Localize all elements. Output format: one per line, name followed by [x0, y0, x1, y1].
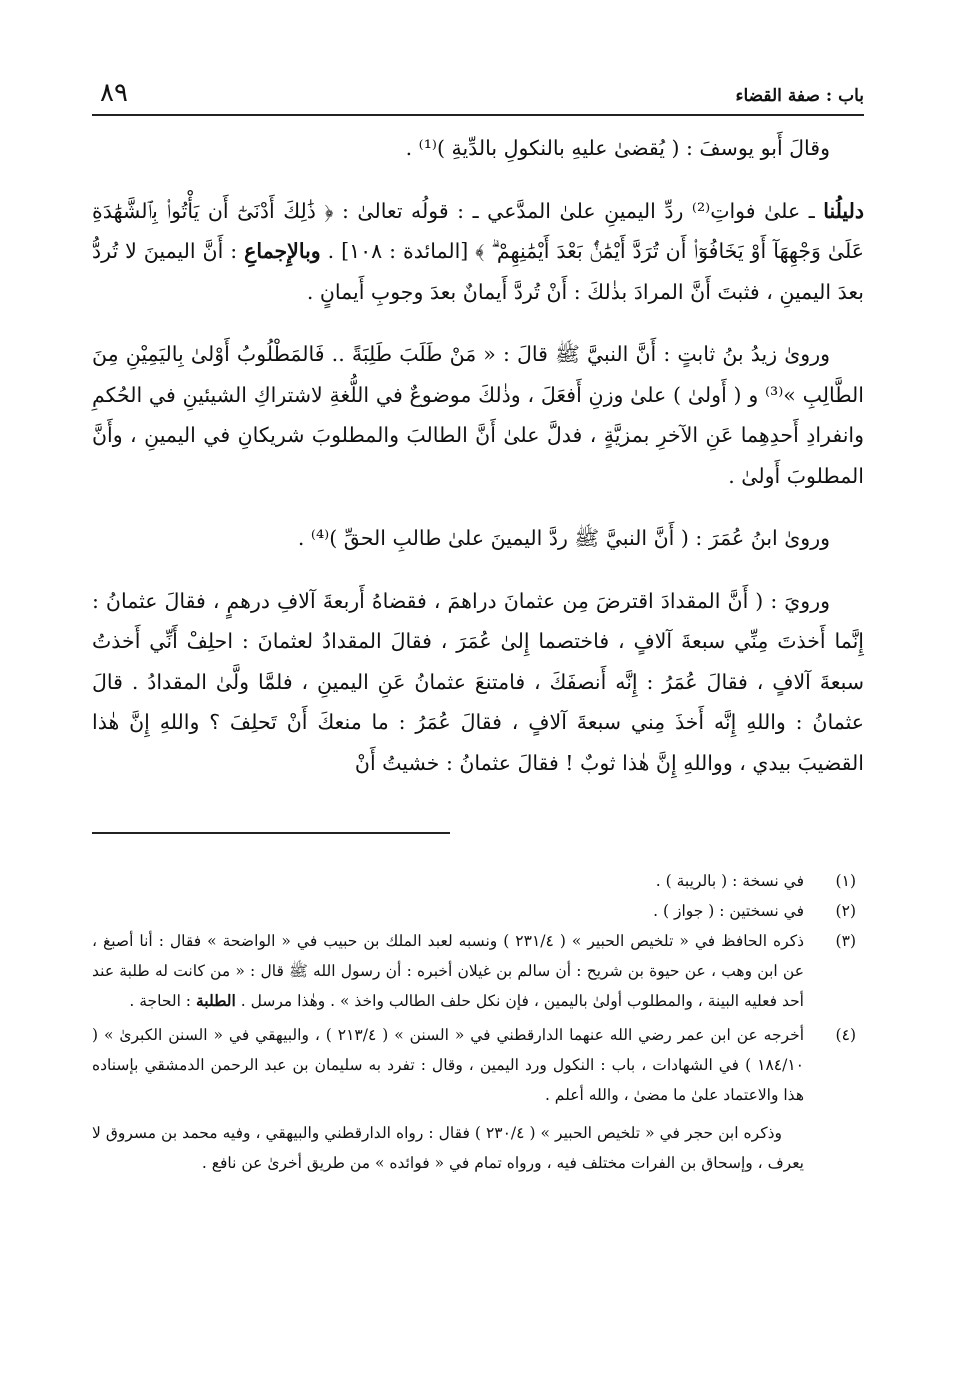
paragraph-text: ورويَ : ( أَنَّ المقدادَ اقترضَ مِن عثمانَ دراهمَ ، فقضاهُ أَربعةَ آلافِ درهمٍ ، فقالَ عثمانُ : إِنَّما أَخذتَ مِنِّي سبعةَ آلافٍ ، فاختصما إِلىٰ عُمَرَ ، فقالَ المقدادُ لعثمانَ : احلِفْ أَنِّي أَخذتُ سبعةَ آلافٍ ، فقالَ عُمَرُ : إِنَّه أَنصفَكَ ، فامتنعَ عثمانُ عَنِ اليمينِ ، فلمَّا ولَّىٰ المقدادُ . قالَ عثمانُ : واللهِ إِنَّه أَخذَ مِني سبعةَ آلافٍ ، فقالَ عُمَرُ : ما منعكَ أَنْ تَحلِفَ ؟ واللهِ إِنَّ هٰذا القضيبَ بيدي ، وواللهِ إِنَّ هٰذا ثوبٌ ! فقالَ عثمانُ : خشيتُ أَنْ: [92, 588, 864, 775]
paragraph-text: : أَنَّ اليمينَ لا تُردُّ بعدَ اليمينِ ، فثبتَ أَنَّ المرادَ بذٰلكَ : أَنْ تُردَّ أَيمانٌ بعدَ وجوبِ أَيمانٍ .: [92, 239, 864, 304]
page-header: [92, 74, 864, 116]
paragraph-text: ـ علىٰ فواتِ⁽²⁾ ردِّ اليمينِ علىٰ المدَّعي ـ : قولُه تعالىٰ : ﴿ ذَٰلِكَ أَدْنَىٰٓ أَن يَأْتُوا۟ بِٱلشَّهَٰدَةِ عَلَىٰ وَجْهِهَآ أَوْ يَخَافُوٓا۟ أَن تُرَدَّ أَيْمَٰنٌۢ بَعْدَ أَيْمَٰنِهِمْ ۗ ﴾ [المائدة : ١٠٨] .: [92, 198, 864, 263]
footnotes: [92, 866, 864, 1178]
footnote: [92, 1020, 864, 1178]
footnote-number: (٢): [835, 902, 856, 920]
paragraph-text: وقالَ أَبو يوسفَ : ( يُقضىٰ عليهِ بالنكولِ بالدِّيةِ )⁽¹⁾ .: [405, 136, 830, 160]
footnote-number: (١): [835, 872, 856, 890]
paragraph: [92, 334, 864, 496]
main-text: [92, 128, 864, 805]
footnote: [92, 896, 864, 926]
footnote-number: (٣): [835, 932, 856, 950]
paragraph-text: وروىٰ ابنُ عُمَرَ : ( أَنَّ النبيَّ ﷺ ردَّ اليمينَ علىٰ طالبِ الحقِّ )⁽⁴⁾ .: [297, 526, 830, 550]
footnote-text: في نسختين : ( جواز ) .: [653, 902, 804, 920]
paragraph: [92, 581, 864, 784]
footnote: [92, 926, 864, 1016]
running-title: باب : صفة القضاء: [735, 86, 864, 106]
defined-term: الطلبة: [195, 991, 236, 1010]
paragraph: [92, 191, 864, 313]
footnote: [92, 866, 864, 896]
paragraph-lead: وبالإِجماعِ: [244, 239, 321, 263]
footnote-number: (٤): [835, 1026, 856, 1044]
footnote-text: وذكره ابن حجر في « تلخيص الحبير » ( ٢٣٠/٤ ) فقال : رواه الدارقطني والبيهقي ، وفيه محمد بن مسروق لا يعرف ، وإسحاق بن الفرات مختلف فيه ، ورواه تمام في « فوائده » من طريق أخرىٰ عن نافع .: [92, 1124, 804, 1172]
paragraph-text: وروىٰ زيدُ بنُ ثابتٍ : أَنَّ النبيَّ ﷺ قالَ : « مَنْ طَلَبَ طَلِبَةً .. فَالمَطْلُوبُ أَوْلىٰ بِاليَمِيْنِ مِنَ الطَّالِبِ »⁽³⁾ و ( أَولىٰ ) علىٰ وزنِ أَفعَلَ ، وذٰلكَ موضوعٌ في اللُّغةِ لاشتراكِ الشيئينِ في الحُكمِ وانفرادِ أَحدِهِما عَنِ الآخرِ بمزيَّةٍ ، فدلَّ علىٰ أَنَّ الطالبَ والمطلوبَ شريكانِ في اليمينِ ، وأَنَّ المطلوبَ أَولىٰ .: [92, 342, 865, 488]
footnote-separator: [92, 832, 450, 834]
paragraph: [92, 518, 864, 559]
footnote-text: ذكره الحافظ في « تلخيص الحبير » ( ٢٣١/٤ ) ونسبه لعبد الملك بن حبيب في « الواضحة » فقال : أنا أصبغ ، عن ابن وهب ، عن حيوة بن شريح : أن سالم بن غيلان أخبره : أن رسول الله ﷺ قال : « من كانت له طلبة عند أحد فعليه البينة ، والمطلوب أولىٰ باليمين ، فإن نكل حلف الطالب واخذ » . وهٰذا مرسل . الطلبة : الحاجة .: [92, 932, 804, 1010]
footnote-text: في نسخة : ( بالريبة ) .: [655, 872, 804, 890]
paragraph-lead: دليلُنا: [823, 198, 864, 223]
footnote-text: أخرجه عن ابن عمر رضي الله عنهما الدارقطني في « السنن » ( ٢١٣/٤ ) ، والبيهقي في « السنن الكبرىٰ » ( ١٨٤/١٠ ) في الشهادات ، باب : النكول ورد اليمين ، وقال : تفرد به سليمان بن عبد الرحمن الدمشقي بإسناده هذا والاعتماد علىٰ ما مضىٰ ، والله أعلم .: [92, 1026, 804, 1104]
page-number: ٨٩: [100, 78, 128, 108]
paragraph: [92, 128, 864, 169]
